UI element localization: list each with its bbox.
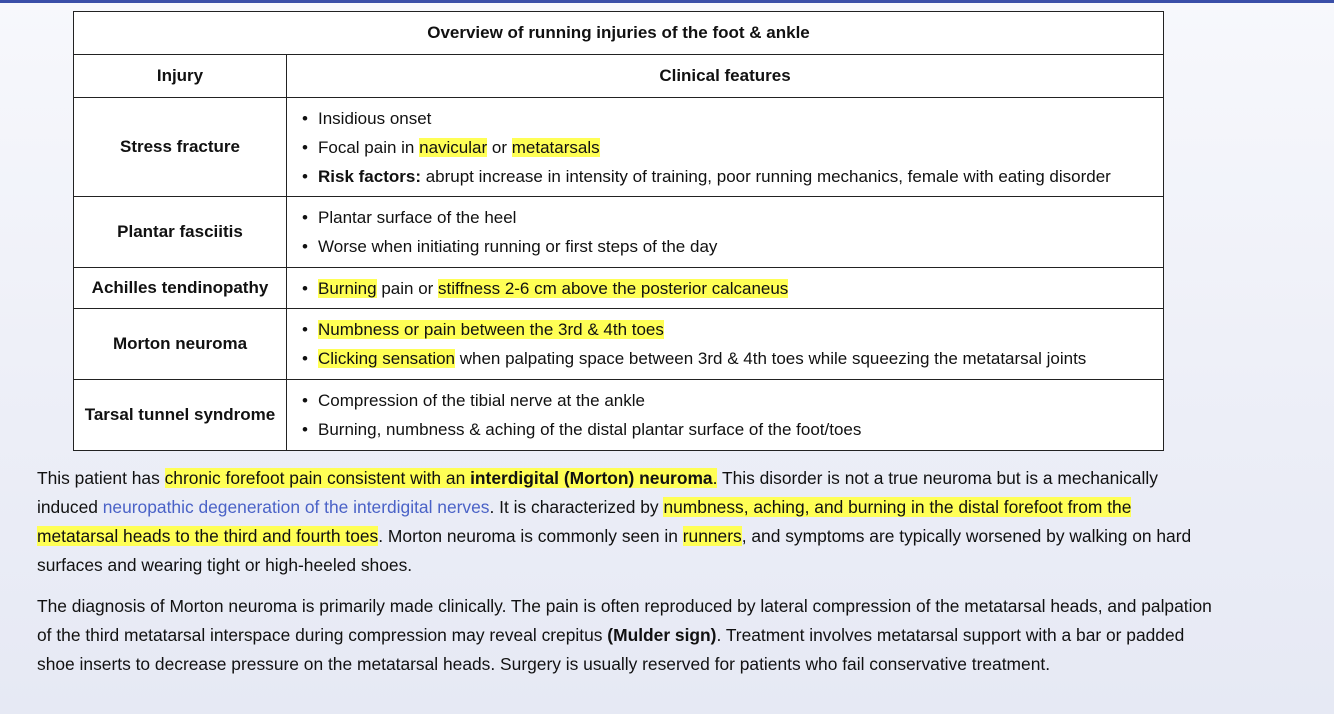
highlighted-term: Numbness or pain between the 3rd & 4th toes	[318, 320, 664, 339]
mulder-sign-term: (Mulder sign)	[607, 625, 717, 645]
highlighted-term: stiffness 2-6 cm above the posterior calcaneus	[438, 278, 789, 298]
table-title: Overview of running injuries of the foot & ankle	[74, 12, 1164, 55]
explanation-paragraph: This patient has chronic forefoot pain consistent with an interdigital (Morton) neuroma. This disorder is not a true neuroma but is a mechanically induced neuropathic degeneration of the interdigital nerves. It is characterized by numbness, aching, and burning in the distal forefoot from the metatarsal heads to the third and fourth toes. Morton neuroma is commonly seen in runners, and symptoms are typically worsened by walking on hard surfaces and wearing tight or high-heeled shoes.	[37, 468, 1192, 575]
feature-item: • Burning, numbness & aching of the distal plantar surface of the foot/toes	[299, 415, 1157, 444]
highlighted-text: numbness, aching, and burning in the distal forefoot from the metatarsal heads to the third and fourth toes	[37, 497, 1132, 546]
highlighted-text: chronic forefoot pain consistent with an interdigital (Morton) neuroma.	[164, 468, 718, 488]
column-header-clinical-features: Clinical features	[287, 55, 1164, 98]
injury-name: Morton neuroma	[74, 309, 287, 380]
clinical-features-cell	[287, 309, 1164, 380]
injury-name: Stress fracture	[74, 98, 287, 197]
feature-item: • Insidious onset	[299, 104, 1157, 133]
neuropathic-degeneration-link[interactable]: neuropathic degeneration of the interdigital nerves	[102, 497, 490, 517]
injury-name: Achilles tendinopathy	[74, 268, 287, 309]
clinical-features-cell	[287, 380, 1164, 451]
table-row	[74, 268, 1164, 309]
clinical-features-cell	[287, 268, 1164, 309]
explanation-paragraph: The diagnosis of Morton neuroma is primarily made clinically. The pain is often reproduced by lateral compression of the metatarsal heads, and palpation of the third metatarsal interspace during compression may reveal crepitus (Mulder sign). Treatment involves metatarsal support with a bar or padded shoe inserts to decrease pressure on the metatarsal heads. Surgery is usually reserved for patients who fail conservative treatment.	[37, 596, 1212, 674]
feature-item: • Plantar surface of the heel	[299, 203, 1157, 232]
highlighted-term: navicular	[419, 137, 488, 157]
highlighted-term: Burning	[318, 278, 377, 298]
table-row	[74, 98, 1164, 197]
highlighted-term: Clicking sensation	[318, 349, 456, 368]
column-header-injury: Injury	[74, 55, 287, 98]
feature-item	[299, 315, 1157, 344]
highlighted-text: runners	[682, 526, 742, 546]
injury-name: Tarsal tunnel syndrome	[74, 380, 287, 451]
injury-name: Plantar fasciitis	[74, 197, 287, 268]
explanation-text	[37, 464, 1217, 679]
feature-item: • Focal pain in navicular or metatarsals	[299, 133, 1157, 162]
feature-item: • Worse when initiating running or first steps of the day	[299, 232, 1157, 261]
clinical-features-cell	[287, 98, 1164, 197]
feature-item: • Clicking sensation when palpating space between 3rd & 4th toes while squeezing the metatarsal joints	[299, 344, 1157, 373]
feature-item: • Burning pain or stiffness 2-6 cm above the posterior calcaneus	[299, 274, 1157, 303]
feature-item: • Compression of the tibial nerve at the ankle	[299, 386, 1157, 415]
feature-item: • Risk factors: abrupt increase in intensity of training, poor running mechanics, female with eating disorder	[299, 162, 1157, 191]
table-row	[74, 309, 1164, 380]
table-row	[74, 197, 1164, 268]
highlighted-term: metatarsals	[511, 137, 600, 157]
clinical-features-cell	[287, 197, 1164, 268]
table-row	[74, 380, 1164, 451]
injury-overview-table	[73, 11, 1164, 451]
